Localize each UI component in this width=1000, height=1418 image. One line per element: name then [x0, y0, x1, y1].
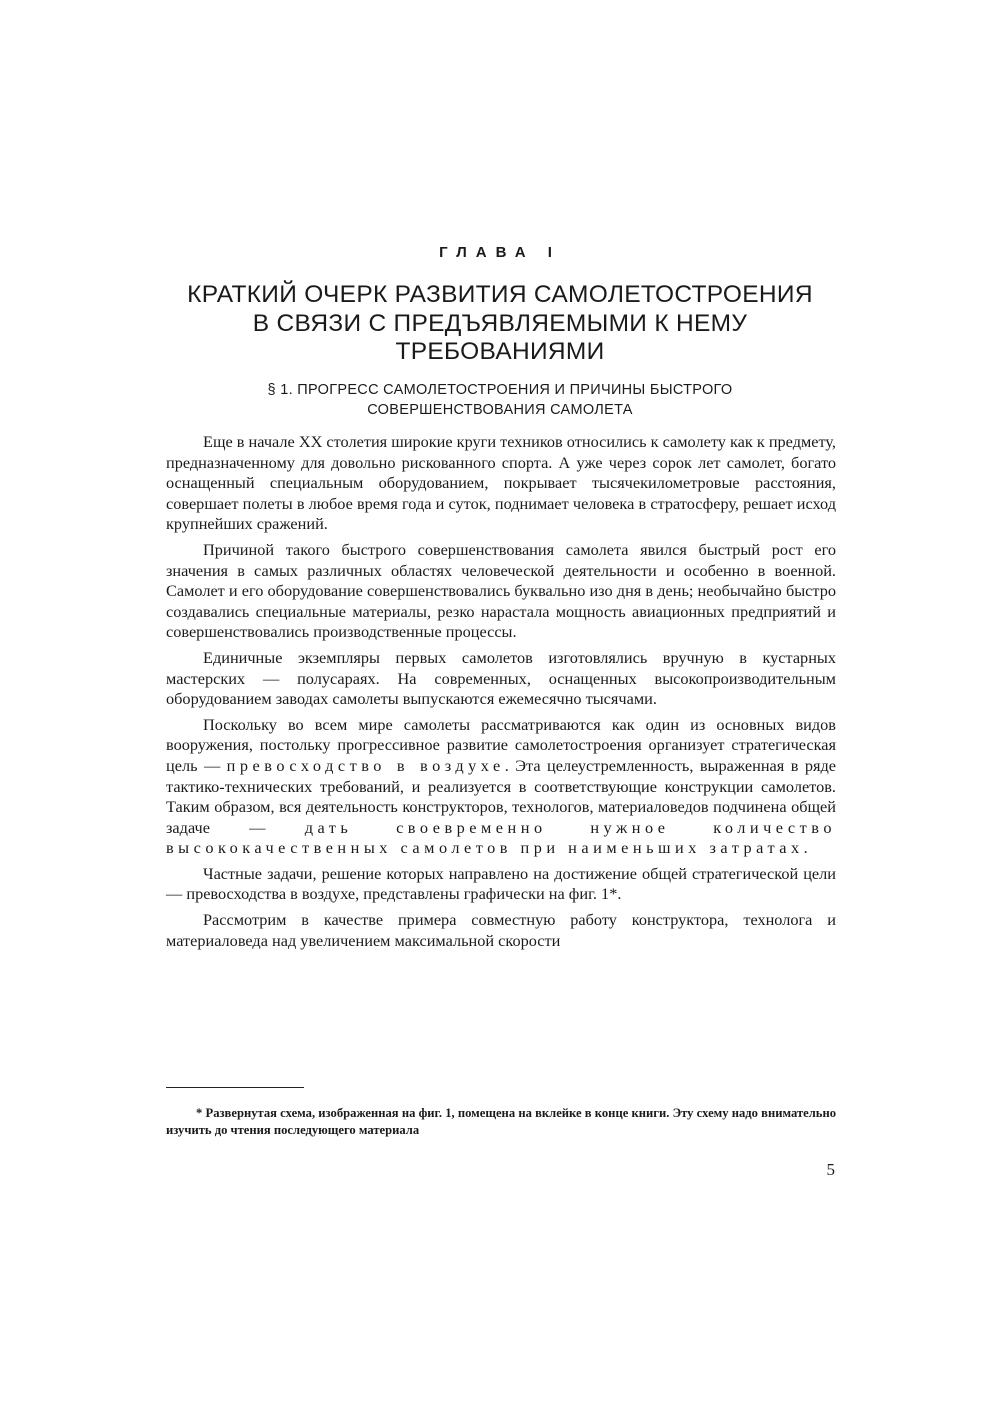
emphasis-common-task: дать своевременно нужное количество высококачественных самолетов при наименьших затратах [166, 817, 836, 858]
section-title-line-2: СОВЕРШЕНСТВОВАНИЯ САМОЛЕТА [367, 402, 633, 418]
section-title [150, 380, 850, 420]
paragraph-6: Рассмотрим в качестве примера совместную работу конструктора, технолога и материаловеда над увеличением максимальной скорости [166, 910, 836, 950]
chapter-title-line-1: КРАТКИЙ ОЧЕРК РАЗВИТИЯ САМОЛЕТОСТРОЕНИЯ [187, 281, 813, 308]
paragraph-3: Единичные экземпляры первых самолетов изготовлялись вручную в кустарных мастерских — полусараях. На современных, оснащенных высокопроизводительным оборудованием заводах самолеты выпускаются ежемесячно тысячами. [166, 647, 836, 709]
paragraph-4 [166, 715, 836, 859]
paragraph-4-part-c: . [803, 838, 808, 858]
paragraph-4-part-b: . Эта целеустремленность, выраженная в ряде тактико-технических требований, и реализуется в соответствующие конструкции самолетов. Таким образом, вся деятельность конструкторов, технологов, материаловедов подчинена общей задаче — [166, 755, 836, 837]
paragraph-2: Причиной такого быстрого совершенствования самолета явился быстрый рост его значения в самых различных областях человеческой деятельности и особенно в военной. Самолет и его оборудование совершенствовались буквально изо дня в день; необычайно быстро создавались специальные материалы, резко нарастала мощность авиационных предприятий и совершенствовались производственные процессы. [166, 539, 836, 642]
paragraph-5: Частные задачи, решение которых направлено на достижение общей стратегической цели — превосходства в воздухе, представлены графически на фиг. 1*. [166, 863, 836, 904]
body-text [166, 432, 836, 956]
paragraph-4-part-a: Поскольку во всем мире самолеты рассматриваются как один из основных видов вооружения, постольку прогрессивное развитие самолетостроения организует стратегическая цель — [166, 714, 836, 775]
paragraph-1: Еще в начале XX столетия широкие круги техников относились к самолету как к предмету, предназначенному для довольно рискованного спорта. А уже через сорок лет самолет, богато оснащенный специальным оборудованием, покрывает тысячекилометровые расстояния, совершает полеты в любое время года и суток, поднимает человека в стратосферу, решает исход крупнейших сражений. [166, 432, 836, 534]
page-number: 5 [826, 1160, 835, 1179]
footnote-divider [166, 1087, 304, 1088]
section-title-line-1: § 1. ПРОГРЕСС САМОЛЕТОСТРОЕНИЯ И ПРИЧИНЫ БЫСТРОГО [267, 382, 733, 398]
footnote: * Развернутая схема, изображенная на фиг. 1, помещена на вклейке в конце книги. Эту схему надо внимательно изучить до чтения последующего материала [166, 1106, 836, 1137]
chapter-title-line-3: ТРЕБОВАНИЯМИ [395, 338, 605, 365]
chapter-title [150, 281, 850, 367]
chapter-label: ГЛАВА I [439, 244, 561, 261]
chapter-title-line-2: В СВЯЗИ С ПРЕДЪЯВЛЯЕМЫМИ К НЕМУ [252, 309, 748, 337]
emphasis-superiority-in-air: превосходство в воздухе [226, 755, 505, 775]
